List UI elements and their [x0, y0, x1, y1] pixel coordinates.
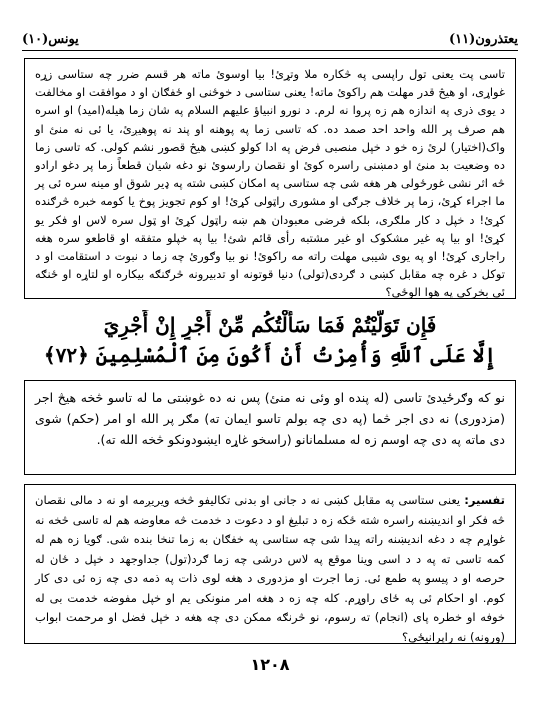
tafsir-text: یعنی ستاسی په مقابل کښی نه د جانی او بدنی تکالیفو څخه ویریږمه او نه د مالی نقصان څه فکر او اندیښنه راسره شته ځکه زه د تبلیغ او د دعوت د خدمت څه معاوضه هم له تاسی څخه نه غواړم چه د دغه اندیښنه راته پیدا شی چه ستاسی په خفګان به زما تنخا بنده شی. ګویا زه هم له کمه تاسی ته په د د اسی وینا موقع په لاس درشی چه زما ګرد(تول) جداوجهد د خپل د ځان له حرصه او د پیسو په طمع ئی. زما اجرت او مزدوری د هغه لوی ذات په ذمه دی چه زه ئی دی کار کوم. او احکام ئی په ځای راوړم. کله چه زه د هغه امر منونکی یم او خپل مفوضه خدمت بی له خوفه او خطره پای (انجام) ته رسوم، نو څرنګه ممکن دی چه هغه د خپل فضل او مرحمت ابواب (ورونه) نه راپرانیځی؟: [35, 493, 505, 644]
tafsir-label: تفسیر:: [464, 493, 505, 507]
tafsir-box: [24, 484, 516, 644]
running-header: [22, 28, 518, 50]
quran-verse-line-1: فَإِن تَوَلَّيْتُمْ فَمَا سَأَلْتُكُم مِّنْ أَجْرٍ إِنْ أَجْرِيَ: [103, 313, 437, 337]
quran-verse-line-2: إِلَّا عَلَى ٱللَّهِ وَأُمِرْتُ أَنْ أَكُونَ مِنَ ٱلْمُسْلِمِينَ ﴿٧٢﴾: [43, 343, 497, 367]
header-juz-label: یعتذرون(۱۱): [448, 31, 518, 47]
translation-box: [24, 380, 516, 475]
commentary-continuation-box: [24, 58, 516, 299]
quran-verse-block: [40, 310, 500, 372]
translation-text: نو که وګرځیدئ تاسی (له پنده او وئی نه منئ) پس نه ده غوښتی ما له تاسو څخه هیڅ اجر (مزدوری) نه دی اجر څما (په دی چه بولم تاسو ایمان ته) مګر پر الله او امر (حکم) شوی دی ماته په دی چه اوسم زه له مسلمانانو (راسخو غاړه ایښودونکو څخه الله ته).: [35, 390, 505, 447]
header-surah-label: یونس(۱۰): [22, 31, 79, 47]
page-number: ۱۲۰۸: [250, 655, 290, 674]
commentary-continuation-text: تاسی پت یعنی تول راپسی په څکاره ملا وتړئ! بیا اوسوئ ماته هر قسم ضرر چه ستاسی زړه غواړی، او هیڅ قدر مهلت هم راکوئ ماته! یعنی ستاسی د خوځنی او ځفګان او د موافقت او مخالفت د یوی ذری په اندازه هم زه پروا نه لرم. د نورو انبیاؤ علیهم السلام په شان زما هیله(امید) او اسره هم صرف پر الله واحد احد صمد ده. که تاسی زما په پوهنه او پند نه پوهیږئ، یا ئی نه منئ او واک(اختیار) لرئ زه خو د خپل منصبی فرض په ادا کولو کښی هیڅ قصور نشم کولی. که تاسی زما ده وضعیت بد منئ او دمښنی راسره کوئ او نقصان رارسوئ نو دغه شیان قطعاً زما پر دغو ارادو څه اثر نشی غورځولی هر هغه شی چه ستاسی په امکان کښی شته په ډیر شوق او مینه سره ئی پر ما اجراء کړئ، زما پر خلاف جرګی او مشوری راټولی کړئ! او کوم تجویز پوخ یا کومه خبره څرګنده کړئ! د خپل د کار ملګری، بلکه فرضی معبودان هم ښه راټول کړئ او ټول سره لاس او فکر یو کړئ! او بیا په غیر مشکوک او غیر مشتبه رأی قائم شئ! بیا په خپلو متفقه او قاطعو سره هغه راجاری کړئ! او په یوی شیبی مهلت راته مه راکوئ! نو بیا وګورئ چه زما د نبوت د استقامت او د توکل د غره چه مقابل کښی د ګردی(تولی) دنیا قوتونه او تدبیرونه څرګنګه بیکاره او لتاړه او ځنګه ئی بخرکی په هوا الوځی؟: [35, 67, 505, 300]
tafsir-paragraph: [35, 491, 505, 647]
header-divider: [22, 50, 518, 51]
